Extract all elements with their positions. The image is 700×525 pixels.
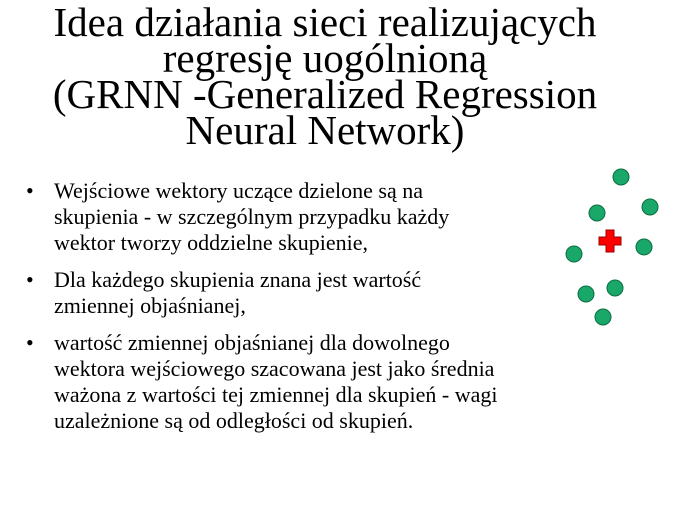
- bullet-symbol: •: [26, 330, 34, 355]
- bullet-line: zmiennej objaśnianej,: [54, 293, 246, 318]
- bullet-symbol: •: [26, 267, 34, 292]
- circle-icon: [578, 286, 594, 302]
- circle-icon: [566, 246, 582, 262]
- slide-title: [0, 0, 650, 153]
- circle-icon: [589, 205, 605, 221]
- bullet-line: uzależnione są od odległości od skupień.: [54, 408, 414, 433]
- title-line: regresję uogólnioną: [162, 35, 488, 81]
- bullet-text: [54, 267, 640, 319]
- cross-icon: [599, 230, 621, 252]
- cluster-diagram: [556, 160, 666, 335]
- bullet-text: [54, 178, 640, 256]
- bullet-item: [0, 178, 640, 256]
- title-line: (GRNN -Generalized Regression: [52, 71, 598, 117]
- bullet-list: [0, 178, 640, 445]
- circle-icon: [595, 309, 611, 325]
- bullet-line: Wejściowe wektory uczące dzielone są na: [54, 178, 423, 203]
- bullet-line: wartość zmiennej objaśnianej dla dowolnego: [54, 330, 450, 355]
- circle-icon: [613, 169, 629, 185]
- title-line: Neural Network): [185, 107, 465, 153]
- circle-icon: [636, 239, 652, 255]
- bullet-line: Dla każdego skupienia znana jest wartość: [54, 267, 422, 292]
- bullet-item: [0, 330, 640, 434]
- bullet-line: skupienia - w szczególnym przypadku każdy: [54, 204, 450, 229]
- bullet-item: [0, 267, 640, 319]
- bullet-text: [54, 330, 640, 434]
- bullet-symbol: •: [26, 178, 34, 203]
- bullet-line: ważona z wartości tej zmiennej dla skupień - wagi: [54, 382, 498, 407]
- title-line: Idea działania sieci realizujących: [53, 0, 597, 45]
- bullet-line: wektora wejściowego szacowana jest jako średnia: [54, 356, 495, 381]
- bullet-line: wektor tworzy oddzielne skupienie,: [54, 230, 369, 255]
- circle-icon: [642, 199, 658, 215]
- circle-icon: [607, 280, 623, 296]
